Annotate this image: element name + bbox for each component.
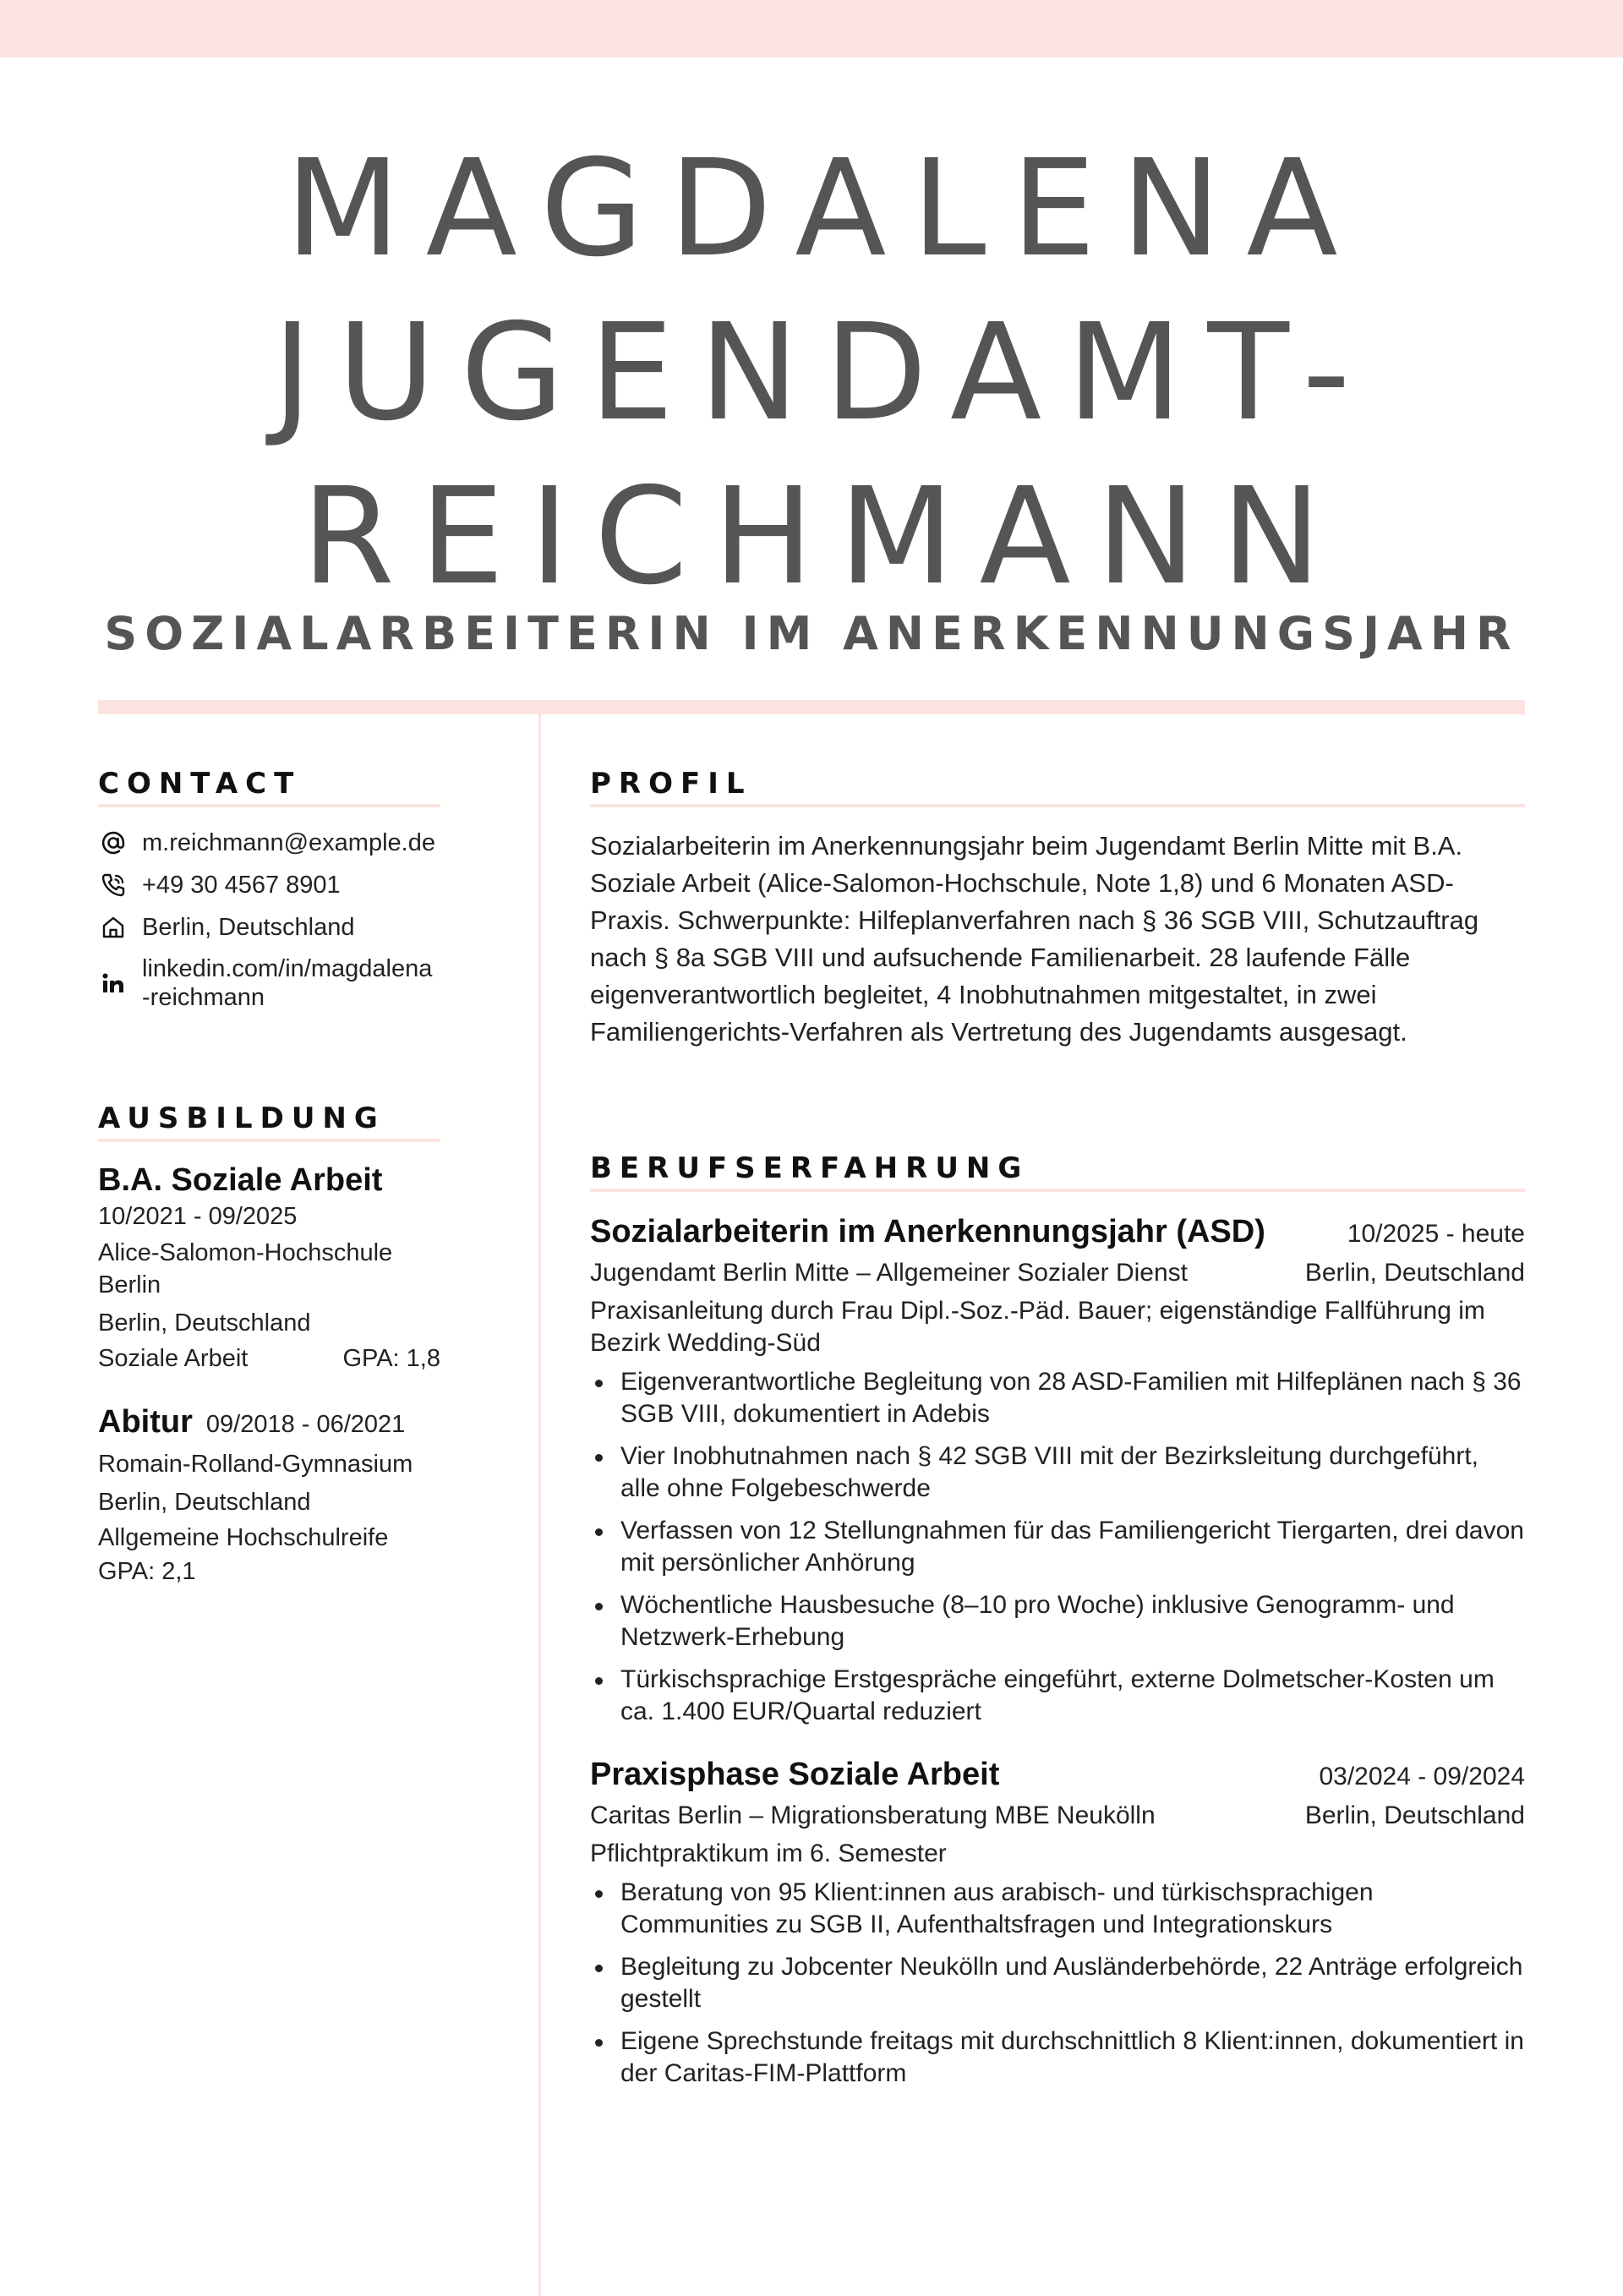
- degree-title: B.A. Soziale Arbeit: [98, 1162, 383, 1198]
- job-title: Praxisphase Soziale Arbeit: [590, 1757, 1000, 1792]
- linkedin-icon: [98, 968, 128, 998]
- degree-field: Soziale Arbeit: [98, 1345, 249, 1372]
- job-dates: 10/2025 - heute: [1347, 1220, 1525, 1248]
- job-role-title: SOZIALARBEITERIN IM ANERKENNUNGSJAHR: [104, 607, 1519, 660]
- education-heading: AUSBILDUNG: [98, 1100, 440, 1142]
- job-location: Berlin, Deutschland: [1304, 1801, 1525, 1829]
- school-name: Alice-Salomon-Hochschule Berlin: [98, 1239, 393, 1298]
- email-link[interactable]: m.reichmann@example.de: [142, 829, 435, 856]
- education-entry: [98, 1161, 440, 1377]
- profile-section: [590, 765, 1525, 1051]
- contact-heading: CONTACT: [98, 765, 440, 807]
- job-dates: 03/2024 - 09/2024: [1319, 1763, 1525, 1790]
- job-title: Sozialarbeiterin im Anerkennungsjahr (ASD): [590, 1214, 1265, 1249]
- job-bullets: [590, 1366, 1525, 1728]
- job-employer-row: [590, 1253, 1525, 1293]
- profile-heading: PROFIL: [590, 765, 1525, 807]
- bullet-item: Eigenverantwortliche Begleitung von 28 ASD-Familien mit Hilfeplänen nach § 36 SGB VIII, dokumentiert in Adebis: [590, 1366, 1525, 1430]
- bullet-item: Verfassen von 12 Stellungnahmen für das Familiengericht Tiergarten, drei davon mit persönlicher Anhörung: [590, 1515, 1525, 1579]
- name-line-2: JUGENDAMT-: [272, 295, 1376, 451]
- contact-linkedin: [98, 954, 440, 1012]
- degree-header-row: [98, 1402, 440, 1441]
- bullet-item: Beratung von 95 Klient:innen aus arabisch- und türkischsprachigen Communities zu SGB II, Aufenthaltsfragen und Integrationskurs: [590, 1877, 1525, 1941]
- school-location: Berlin, Deutschland: [98, 1489, 311, 1516]
- phone-text[interactable]: +49 30 4567 8901: [142, 872, 341, 899]
- degree-gpa: GPA: 2,1: [98, 1558, 196, 1585]
- job-bullets: [590, 1877, 1525, 2090]
- bullet-item: Eigene Sprechstunde freitags mit durchschnittlich 8 Klient:innen, dokumentiert in der Caritas-FIM-Plattform: [590, 2025, 1525, 2090]
- location-text: Berlin, Deutschland: [142, 914, 355, 941]
- left-column: [98, 765, 440, 1588]
- job-description: Pflichtpraktikum im 6. Semester: [590, 1840, 947, 1867]
- job-entry: [590, 1753, 1525, 2090]
- column-divider: [538, 714, 541, 2296]
- degree-field-row: [98, 1340, 440, 1377]
- job-header: [590, 1211, 1525, 1253]
- contact-phone: [98, 870, 440, 900]
- degree-gpa: GPA: 1,8: [342, 1345, 440, 1372]
- right-column: [590, 765, 1525, 2100]
- education-section: [98, 1100, 440, 1588]
- contact-location: [98, 912, 440, 943]
- job-header: [590, 1753, 1525, 1796]
- degree-dates: 10/2021 - 09/2025: [98, 1203, 298, 1230]
- home-icon: [98, 912, 128, 943]
- job-employer: Caritas Berlin – Migrationsberatung MBE Neukölln: [590, 1801, 1156, 1829]
- contact-email: [98, 828, 440, 858]
- school-name: Romain-Rolland-Gymnasium: [98, 1451, 413, 1478]
- education-entry: [98, 1402, 440, 1588]
- candidate-name: [0, 127, 1623, 619]
- linkedin-link[interactable]: linkedin.com/in/magdalena-reichmann: [142, 955, 433, 1011]
- header-divider: [98, 700, 1525, 714]
- degree-dates: 09/2018 - 06/2021: [205, 1411, 406, 1438]
- bullet-item: Türkischsprachige Erstgespräche eingeführt, externe Dolmetscher-Kosten um ca. 1.400 EUR/Quartal reduziert: [590, 1664, 1525, 1728]
- phone-icon: [98, 870, 128, 900]
- profile-summary: Sozialarbeiterin im Anerkennungsjahr beim Jugendamt Berlin Mitte mit B.A. Soziale Arbeit (Alice-Salomon-Hochschule, Note 1,8) und 6 Monaten ASD-Praxis. Schwerpunkte: Hilfeplanverfahren nach § 36 SGB VIII, Schutzauftrag nach § 8a SGB VIII und aufsuchende Familienarbeit. 28 laufende Fälle eigenverantwortlich begleitet, 4 Inobhutnahmen mitgestaltet, in zwei Familiengerichts-Verfahren als Vertretung des Jugendamts ausgesagt.: [590, 831, 1479, 1047]
- bullet-item: Vier Inobhutnahmen nach § 42 SGB VIII mit der Bezirksleitung durchgeführt, alle ohne Folgebeschwerde: [590, 1440, 1525, 1505]
- contact-list: [98, 828, 440, 1012]
- at-icon: [98, 828, 128, 858]
- degree-title: Abitur: [98, 1404, 193, 1440]
- bullet-item: Wöchentliche Hausbesuche (8–10 pro Woche) inklusive Genogramm- und Netzwerk-Erhebung: [590, 1589, 1525, 1654]
- job-employer-row: [590, 1796, 1525, 1836]
- bullet-item: Begleitung zu Jobcenter Neukölln und Ausländerbehörde, 22 Anträge erfolgreich gestellt: [590, 1951, 1525, 2015]
- job-description: Praxisanleitung durch Frau Dipl.-Soz.-Päd. Bauer; eigenständige Fallführung im Bezirk Wedding-Süd: [590, 1297, 1485, 1357]
- name-line-1: MAGDALENA: [285, 131, 1363, 287]
- experience-heading: BERUFSERFAHRUNG: [590, 1150, 1525, 1192]
- job-employer: Jugendamt Berlin Mitte – Allgemeiner Sozialer Dienst: [590, 1259, 1189, 1287]
- degree-field: Allgemeine Hochschulreife: [98, 1524, 389, 1551]
- job-entry: [590, 1211, 1525, 1728]
- top-accent-band: [0, 0, 1623, 57]
- name-line-3: REICHMANN: [301, 459, 1347, 615]
- contact-section: [98, 765, 440, 1012]
- school-location: Berlin, Deutschland: [98, 1309, 311, 1337]
- job-location: Berlin, Deutschland: [1304, 1259, 1525, 1287]
- experience-section: [590, 1150, 1525, 2090]
